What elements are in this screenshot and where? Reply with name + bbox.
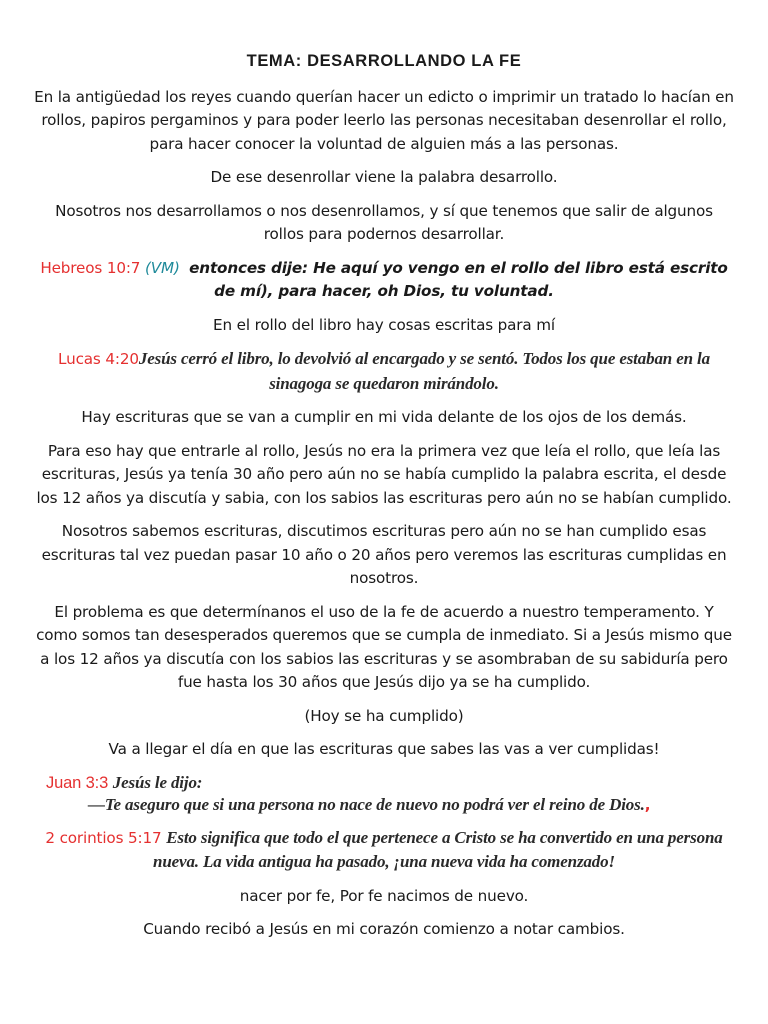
verse-lucas: [34, 347, 734, 396]
verse-intro-juan: Jesús le dijo:: [112, 772, 203, 792]
verse-quote-hebreos: entonces dije: He aquí yo vengo en el rollo del libro está escrito de mí), para hacer, oh Dios, tu voluntad.: [189, 258, 728, 300]
verse-version: (VM): [145, 258, 180, 277]
verse-ref-hebreos: Hebreos 10:7: [40, 258, 141, 277]
paragraph-escrituras-cumplir: Hay escrituras que se van a cumplir en mi vida delante de los ojos de los demás.: [81, 408, 687, 426]
page-title: TEMA: DESARROLLANDO LA FE: [246, 52, 522, 70]
verse-quote-corintios: Esto significa que todo el que pertenece a Cristo se ha convertido en una persona nueva. La vida antigua ha pasado, ¡una nueva vida ha comenzado!: [153, 827, 723, 871]
paragraph-sabemos-escrituras: Nosotros sabemos escrituras, discutimos escrituras pero aún no se han cumplido esas escrituras tal vez puedan pasar 10 año o 20 años pero veremos las escrituras cumplidas en nosotros.: [41, 522, 727, 587]
paragraph-llegar-dia: Va a llegar el día en que las escrituras que sabes las vas a ver cumplidas!: [108, 740, 660, 758]
paragraph-nacer-fe: nacer por fe, Por fe nacimos de nuevo.: [239, 886, 529, 905]
paragraph-hoy-cumplido: (Hoy se ha cumplido): [304, 706, 464, 725]
paragraph-cambios: Cuando recibó a Jesús en mi corazón comienzo a notar cambios.: [143, 920, 625, 938]
verse-quote-juan: —Te aseguro que si una persona no nace de nuevo no podrá ver el reino de Dios.: [88, 794, 645, 814]
paragraph-entrarle-rollo: Para eso hay que entrarle al rollo, Jesús no era la primera vez que leía el rollo, que leía las escrituras, Jesús ya tenía 30 año pero aún no se había cumplido la palabra escrita, el desde los 12 años ya discutía y sabia, con los sabios las escrituras pero aún no se habían cumplido.: [36, 441, 732, 507]
verse-ref-corintios: 2 corintios 5:17: [45, 828, 162, 847]
paragraph-desarrollo: De ese desenrollar viene la palabra desarrollo.: [210, 168, 558, 186]
verse-hebreos: [34, 257, 734, 304]
verse-ref-lucas: Lucas 4:20: [58, 350, 139, 368]
verse-corintios: [34, 826, 734, 875]
verse-quote-lucas: Jesús cerró el libro, lo devolvió al encargado y se sentó. Todos los que estaban en la sinagoga se quedaron mirándolo.: [138, 349, 710, 393]
verse-trail-juan: ,: [644, 795, 651, 814]
verse-ref-juan: Juan 3:3: [46, 773, 109, 792]
paragraph-rollo: En el rollo del libro hay cosas escritas para mí: [213, 315, 555, 334]
paragraph-intro: En la antigüedad los reyes cuando querían hacer un edicto o imprimir un tratado lo hacían en rollos, papiros pergaminos y para poder leerlo las personas necesitaban desenrollar el rollo, para hacer conocer la voluntad de alguien más a las personas.: [34, 87, 734, 153]
verse-juan: [34, 772, 734, 816]
paragraph-problema: El problema es que determínanos el uso de la fe de acuerdo a nuestro temperamento. Y como somos tan desesperados queremos que se cumpla de inmediato. Si a Jesús mismo que a los 12 años ya discutía con los sabios las escrituras y se asombraban de su sabiduría pero fue hasta los 30 años que Jesús dijo ya se ha cumplido.: [36, 602, 732, 691]
paragraph-desenrollamos: Nosotros nos desarrollamos o nos desenrollamos, y sí que tenemos que salir de algunos rollos para podernos desarrollar.: [55, 201, 713, 243]
